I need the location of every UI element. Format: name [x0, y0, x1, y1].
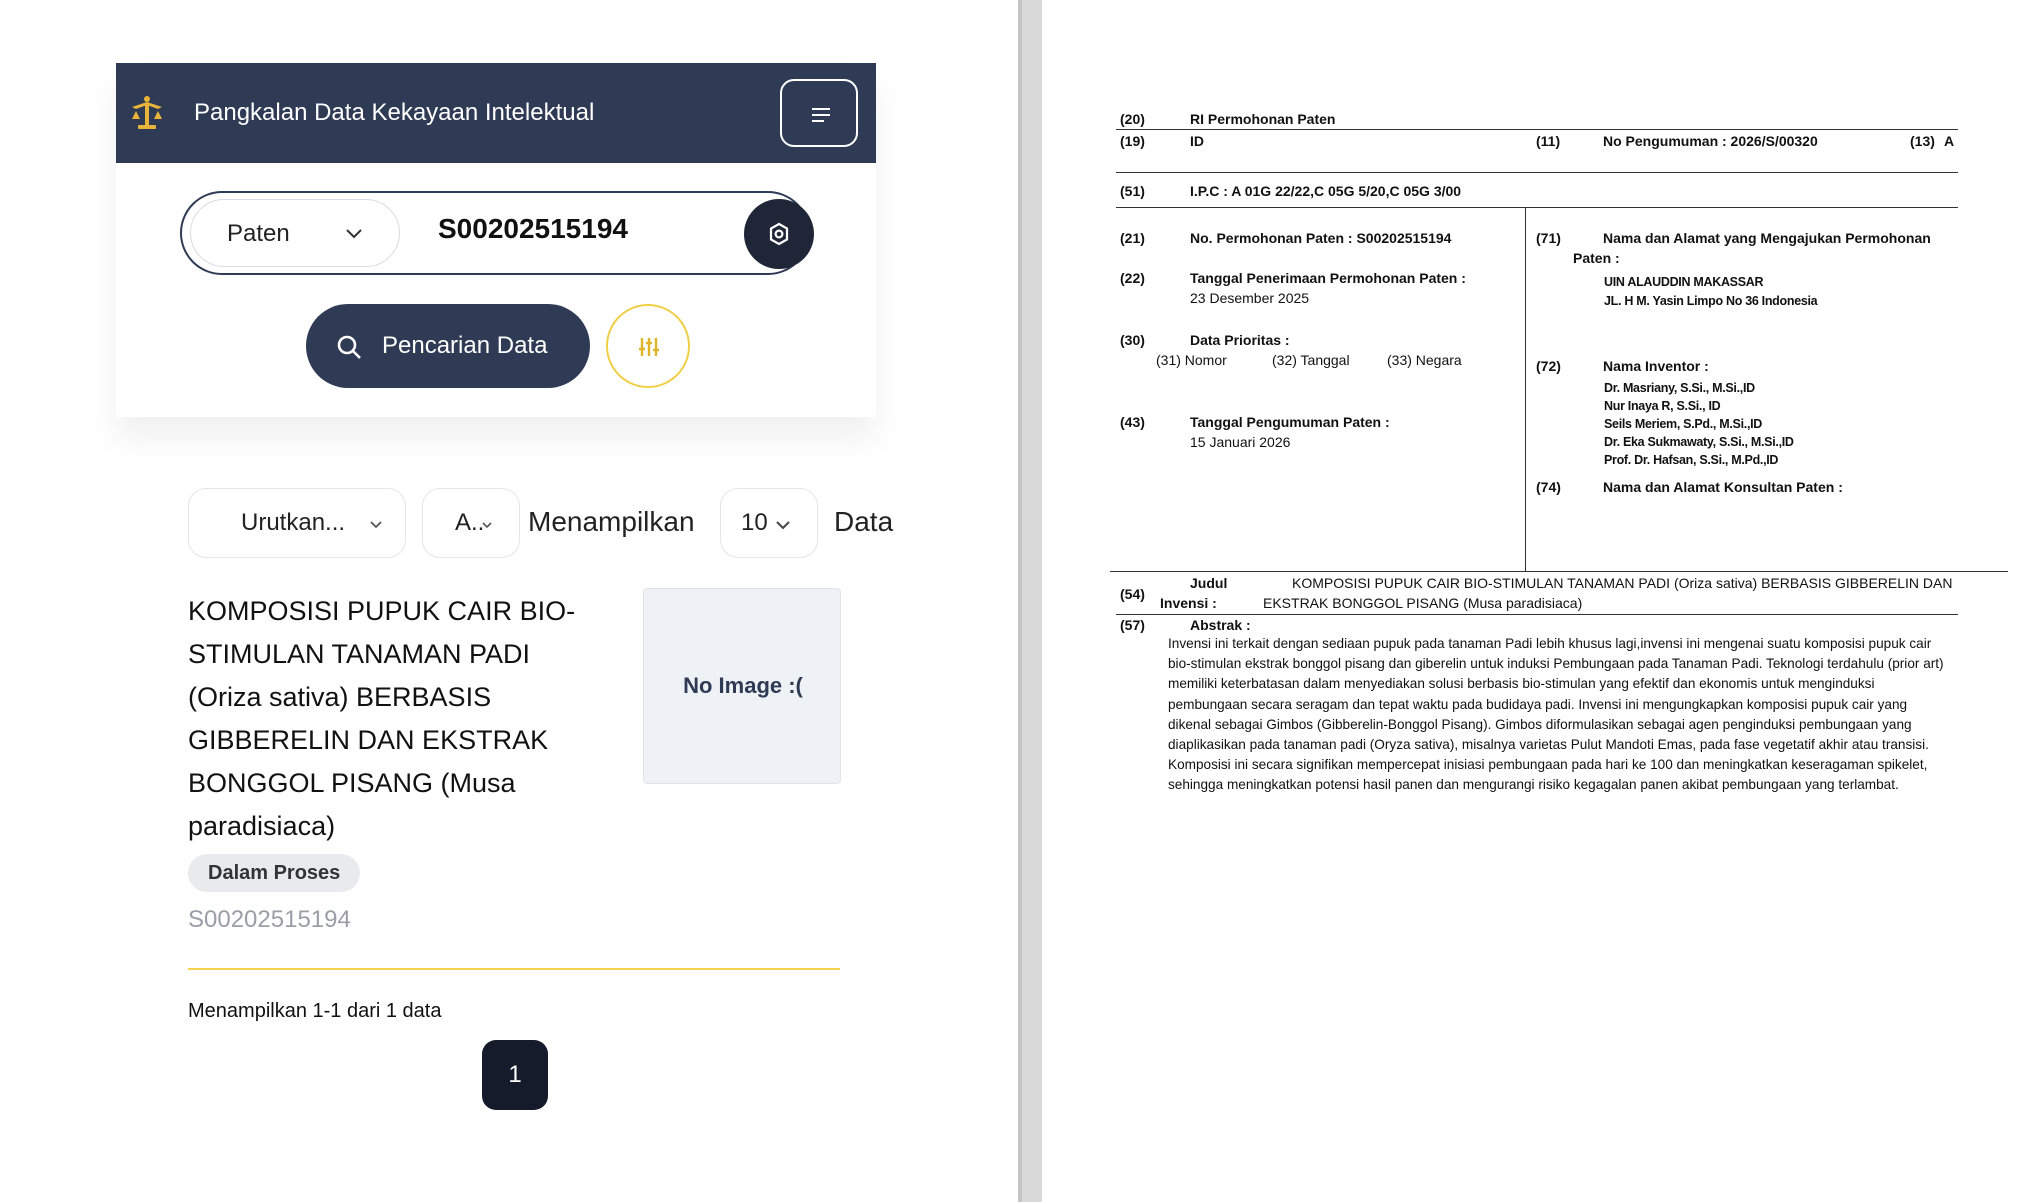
search-data-button[interactable] [306, 304, 590, 388]
inventor-label: Nama Inventor : [1603, 358, 1709, 374]
code-11: (11) [1536, 133, 1561, 149]
rule [1116, 614, 1958, 615]
abstract-line: sehingga meningkatkan potensi hasil panen dan mengurangi risiko kegagalan panen akibat pembungaan yang terlambat. [1168, 777, 1899, 793]
search-bar [180, 191, 810, 275]
code-51: (51) [1120, 183, 1145, 199]
data-label: Data [834, 506, 894, 537]
inventor-name: Seils Meriem, S.Pd., M.Si.,ID [1604, 417, 1763, 431]
abstract-label: Abstrak : [1190, 617, 1251, 633]
kind-code: A [1944, 133, 1955, 149]
page-size-value: 10 [741, 509, 768, 536]
status-badge: Dalam Proses [188, 854, 360, 892]
code-43: (43) [1120, 414, 1145, 430]
abstract-line: Invensi ini terkait dengan sediaan pupuk pada tanaman Padi lebih khusus lagi,invensi ini mengenai suatu komposisi pupuk cair [1168, 636, 1932, 651]
code-13: (13) [1910, 133, 1935, 149]
abstract-line: bio-stimulan ekstrak bonggol pisang dan giberelin untuk induksi Pembungaan pada Tanaman Padi. Teknologi terdahulu (prior art) [1168, 656, 1944, 672]
abstract-line: Komposisi ini secara signifikan mempercepat inisiasi pembungaan pada hari ke 100 dan meningkatkan keseragaman spikelet, [1168, 757, 1928, 773]
app-title: Pangkalan Data Kekayaan Intelektual [194, 99, 595, 126]
no-image-text: No Image :( [683, 673, 803, 698]
sliders-icon [637, 335, 661, 359]
priority-date: (32) Tanggal [1272, 352, 1350, 368]
priority-data-label: Data Prioritas : [1190, 332, 1290, 348]
order-dropdown[interactable] [422, 488, 520, 558]
priority-country: (33) Negara [1387, 352, 1462, 368]
rule [1116, 129, 1958, 130]
order-label: A.. [455, 509, 485, 536]
announcement-number: No Pengumuman : 2026/S/00320 [1603, 133, 1818, 149]
menu-button[interactable] [780, 79, 858, 147]
ip-type-select[interactable] [190, 199, 400, 267]
top-navbar [116, 63, 876, 163]
result-application-number: S00202515194 [188, 906, 351, 933]
menu-icon [812, 108, 830, 110]
menu-icon [812, 114, 830, 116]
code-54: (54) [1120, 586, 1145, 602]
rule [1110, 571, 2008, 572]
panel-separator[interactable] [1018, 0, 1042, 1202]
code-74: (74) [1536, 479, 1561, 495]
code-20: (20) [1120, 111, 1145, 127]
code-57: (57) [1120, 617, 1145, 633]
abstract-line: dikenal sebagai Gimbos (Gibberelin-Bonggol Pisang). Gimbos diformulasikan sebagai agen penginduksi pembungaan yang [1168, 716, 1912, 732]
rule [1116, 172, 1958, 173]
chevron-down-icon [775, 520, 791, 531]
abstract-line: memiliki keterbatasan dalam menyediakan solusi berbasis bio-stimulan yang efektif dan ekonomis untuk menginduksi [1168, 676, 1875, 692]
code-19: (19) [1120, 133, 1145, 149]
applicant-name: UIN ALAUDDIN MAKASSAR [1604, 275, 1764, 289]
result-count: Menampilkan 1-1 dari 1 data [188, 1000, 442, 1022]
consultant-label: Nama dan Alamat Konsultan Paten : [1603, 479, 1843, 495]
sort-dropdown[interactable] [188, 488, 406, 558]
djki-logo-icon[interactable] [130, 93, 164, 133]
inventor-name: Nur Inaya R, S.Si., ID [1604, 399, 1721, 413]
code-30: (30) [1120, 332, 1145, 348]
doc-type: RI Permohonan Paten [1190, 111, 1336, 127]
ip-type-label: Paten [227, 220, 290, 247]
applicant-label: Nama dan Alamat yang Mengajukan Permohonan [1603, 230, 1931, 246]
page-size-dropdown[interactable] [720, 488, 818, 558]
chevron-down-icon [343, 226, 365, 242]
result-title[interactable]: KOMPOSISI PUPUK CAIR BIO-STIMULAN TANAMAN PADI (Oriza sativa) BERBASIS GIBBERELIN DAN EKSTRAK BONGGOL PISANG (Musa paradisiaca) [188, 596, 576, 841]
search-icon [336, 334, 362, 360]
title-label-cont: Invensi : [1160, 595, 1217, 611]
filing-date: 23 Desember 2025 [1190, 290, 1310, 306]
publication-date: 15 Januari 2026 [1190, 434, 1291, 450]
search-data-label: Pencarian Data [382, 332, 548, 359]
code-71: (71) [1536, 230, 1561, 246]
result-thumbnail [643, 588, 841, 784]
menu-icon [812, 120, 824, 122]
result-divider [188, 968, 840, 970]
search-card [116, 63, 876, 417]
publication-date-label: Tanggal Pengumuman Paten : [1190, 414, 1390, 430]
invention-title-line2: EKSTRAK BONGGOL PISANG (Musa paradisiaca) [1263, 595, 1583, 611]
scan-button[interactable] [744, 199, 814, 269]
code-22: (22) [1120, 270, 1145, 286]
chevron-down-icon [369, 520, 383, 530]
applicant-address: JL. H M. Yasin Limpo No 36 Indonesia [1604, 294, 1818, 308]
abstract-line: diaplikasikan pada tanaman padi (Oryza sativa), misalnya varietas Pulut Mandoti Emas, pada fase vegetatif akhir atau transisi. [1168, 737, 1929, 753]
country: ID [1190, 133, 1204, 149]
ipc-classification: I.P.C : A 01G 22/22,C 05G 5/20,C 05G 3/00 [1190, 183, 1462, 199]
patent-document [1042, 0, 2024, 1202]
title-label: Judul [1190, 575, 1228, 591]
filter-button[interactable] [606, 304, 690, 388]
application-number: No. Permohonan Paten : S00202515194 [1190, 230, 1452, 246]
search-input[interactable] [438, 213, 698, 245]
inventor-name: Dr. Masriany, S.Si., M.Si.,ID [1604, 381, 1755, 395]
column-divider [1525, 207, 1526, 571]
scan-icon [767, 222, 791, 246]
abstract-text [1168, 634, 1958, 796]
filing-date-label: Tanggal Penerimaan Permohonan Paten : [1190, 270, 1466, 286]
code-72: (72) [1536, 358, 1561, 374]
applicant-label-cont: Paten : [1573, 250, 1620, 266]
showing-label: Menampilkan [528, 506, 695, 537]
priority-number: (31) Nomor [1156, 352, 1227, 368]
rule [1116, 207, 1958, 208]
invention-title-line1: KOMPOSISI PUPUK CAIR BIO-STIMULAN TANAMAN PADI (Oriza sativa) BERBASIS GIBBERELIN DAN [1292, 575, 1953, 591]
page-1-button[interactable]: 1 [482, 1040, 548, 1110]
inventor-name: Dr. Eka Sukmawaty, S.Si., M.Si.,ID [1604, 435, 1794, 449]
code-21: (21) [1120, 230, 1145, 246]
chevron-down-icon [481, 521, 493, 530]
abstract-line: pembungaan secara seragam dan tepat waktu pada budidaya padi. Invensi ini mengungkapkan komposisi pupuk cair yang [1168, 696, 1908, 712]
inventor-name: Prof. Dr. Hafsan, S.Si., M.Pd.,ID [1604, 453, 1779, 467]
sort-label: Urutkan... [241, 509, 346, 536]
